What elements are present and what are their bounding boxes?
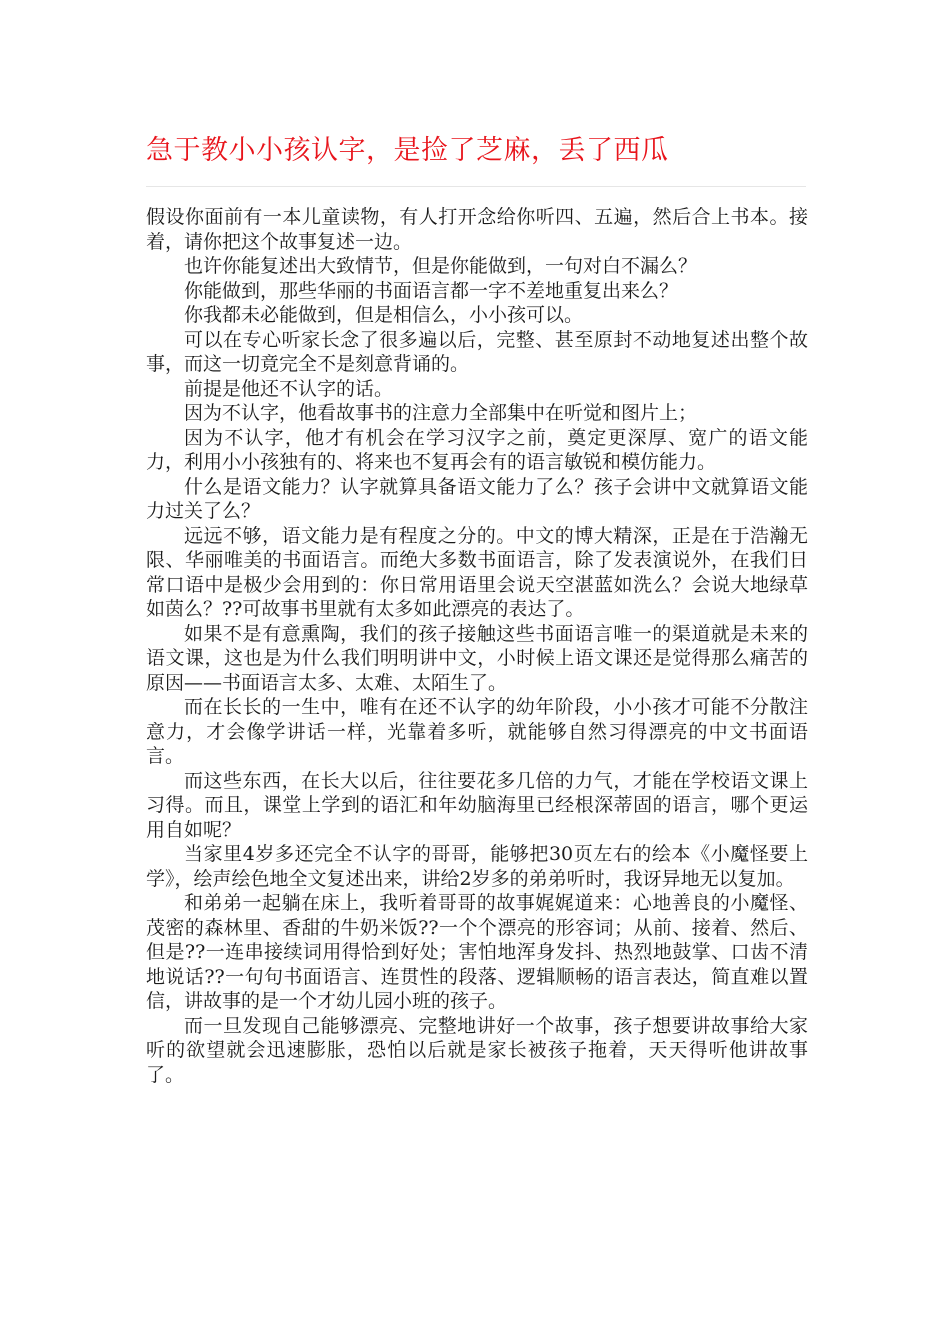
paragraph: 而这些东西，在长大以后，往往要花多几倍的力气，才能在学校语文课上习得。而且，课堂上学到的语汇和年幼脑海里已经根深蒂固的语言，哪个更运用自如呢？ [146, 769, 808, 841]
article-body [146, 205, 808, 1087]
paragraph: 而在长长的一生中，唯有在还不认字的幼年阶段，小小孩才可能不分散注意力，才会像学讲话一样，光靠着多听，就能够自然习得漂亮的中文书面语言。 [146, 696, 808, 767]
paragraph: 如果不是有意熏陶，我们的孩子接触这些书面语言唯一的渠道就是未来的语文课，这也是为什么我们明明讲中文，小时候上语文课还是觉得那么痛苦的原因——书面语言太多、太难、太陌生了。 [146, 622, 808, 694]
title-divider [146, 186, 806, 187]
paragraph: 因为不认字，他看故事书的注意力全部集中在听觉和图片上； [184, 402, 698, 424]
paragraph: 和弟弟一起躺在床上，我听着哥哥的故事娓娓道来：心地善良的小魔怪、茂密的森林里、香甜的牛奶米饭??一个个漂亮的形容词；从前、接着、然后、但是??一连串接续词用得恰到好处；害怕地浑身发抖、热烈地鼓掌、口齿不清地说话??一句句书面语言、连贯性的段落、逻辑顺畅的语言表达，简直难以置信，讲故事的是一个才幼儿园小班的孩子。 [146, 892, 808, 1012]
paragraph: 什么是语文能力？认字就算具备语文能力了么？孩子会讲中文就算语文能力过关了么？ [146, 475, 808, 522]
paragraph: 前提是他还不认字的话。 [184, 377, 394, 400]
paragraph: 也许你能复述出大致情节，但是你能做到，一句对白不漏么？ [184, 255, 698, 277]
article-title: 急于教小小孩认字，是捡了芝麻，丢了西瓜 [146, 135, 669, 166]
paragraph: 当家里4岁多还完全不认字的哥哥，能够把30页左右的绘本《小魔怪要上学》，绘声绘色地全文复述出来，讲给2岁多的弟弟听时，我讶异地无以复加。 [146, 843, 808, 890]
paragraph: 而一旦发现自己能够漂亮、完整地讲好一个故事，孩子想要讲故事给大家听的欲望就会迅速膨胀，恐怕以后就是家长被孩子拖着，天天得听他讲故事了。 [146, 1014, 808, 1086]
paragraph: 你能做到，那些华丽的书面语言都一字不差地重复出来么？ [184, 279, 679, 302]
paragraph: 假设你面前有一本儿童读物，有人打开念给你听四、五遍，然后合上书本。接着，请你把这个故事复述一边。 [146, 206, 808, 253]
paragraph: 你我都未必能做到，但是相信么，小小孩可以。 [184, 304, 584, 326]
paragraph: 远远不够，语文能力是有程度之分的。中文的博大精深，正是在于浩瀚无限、华丽唯美的书面语言。而绝大多数书面语言，除了发表演说外，在我们日常口语中是极少会用到的：你日常用语里会说天空湛蓝如洗么？会说大地绿草如茵么？??可故事书里就有太多如此漂亮的表达了。 [146, 524, 808, 620]
paragraph: 因为不认字，他才有机会在学习汉字之前，奠定更深厚、宽广的语文能力，利用小小孩独有的、将来也不复再会有的语言敏锐和模仿能力。 [146, 426, 808, 473]
paragraph: 可以在专心听家长念了很多遍以后，完整、甚至原封不动地复述出整个故事，而这一切竟完全不是刻意背诵的。 [146, 328, 808, 375]
